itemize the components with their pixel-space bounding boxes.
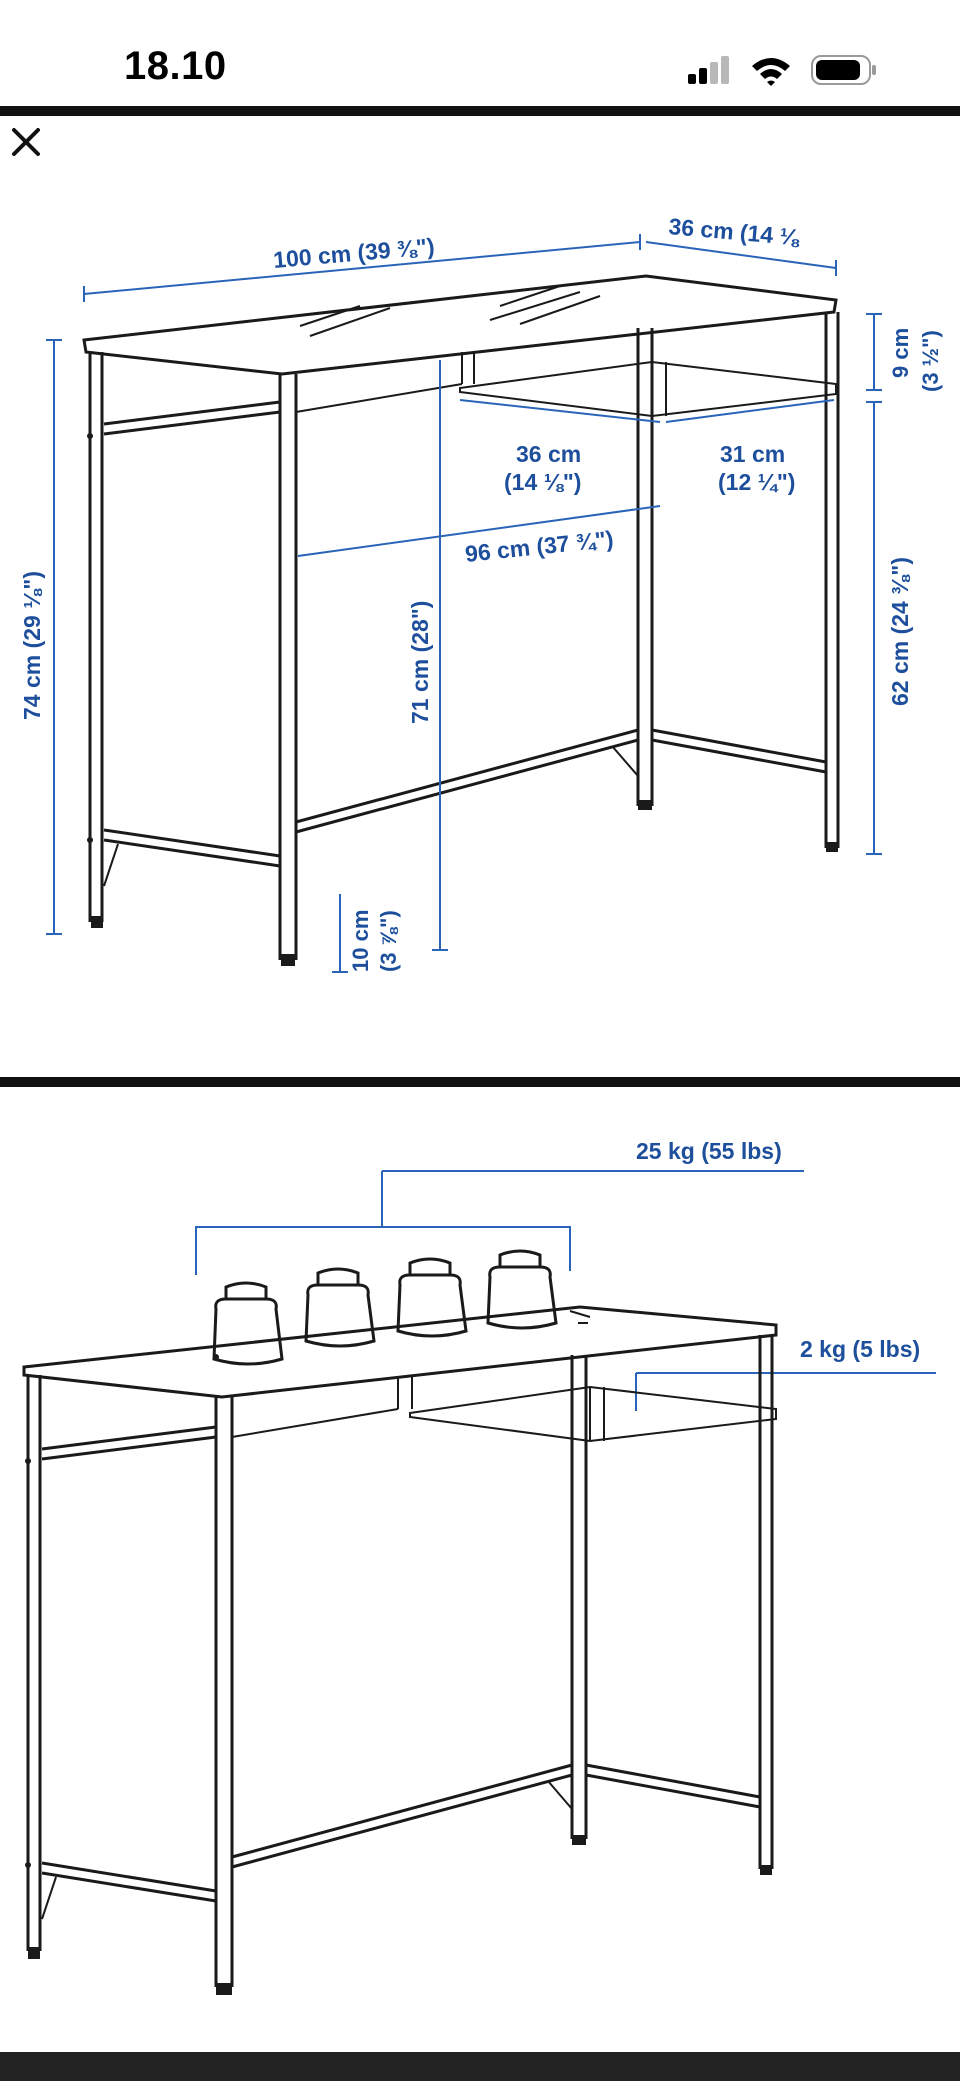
table-outline-load	[24, 1307, 776, 1995]
status-bar	[0, 0, 960, 104]
inner-width-label: 96 cm (37 ¾")	[463, 525, 615, 567]
load-capacity-image	[0, 1087, 960, 2052]
top-divider	[0, 106, 960, 116]
cellular-signal-icon	[688, 56, 729, 84]
bottom-strip	[0, 2052, 960, 2081]
dimensions-image	[0, 116, 960, 1077]
dimension-lines	[46, 234, 882, 972]
floor-clearance-in: (3 ⅞")	[376, 910, 401, 972]
shelf-depth-in: (14 ⅛")	[504, 469, 582, 495]
shelf-depth-cm: 36 cm	[516, 441, 582, 467]
shelf-width-cm: 31 cm	[720, 441, 786, 467]
total-height-label: 74 cm (29 ⅛")	[19, 571, 45, 720]
shelf-width-in: (12 ¼")	[718, 469, 796, 495]
floor-clearance-cm: 10 cm	[348, 909, 373, 972]
shelf-height-cm: 9 cm	[888, 327, 913, 378]
under-height-label: 71 cm (28")	[407, 600, 433, 724]
table-outline	[84, 276, 838, 966]
weight-icons	[214, 1251, 556, 1364]
status-icons	[686, 52, 886, 92]
shelf-clearance-label: 62 cm (24 ⅜")	[887, 557, 913, 706]
status-time: 18.10	[124, 44, 227, 88]
dimensions-drawing	[0, 116, 960, 1077]
close-icon[interactable]	[0, 116, 52, 168]
wifi-icon	[752, 58, 790, 86]
battery-icon	[812, 56, 876, 84]
width-label: 100 cm (39 ⅜")	[272, 232, 436, 273]
depth-label: 36 cm (14 ⅛	[667, 213, 800, 251]
shelf-height-in: (3 ½")	[918, 330, 943, 392]
middle-divider	[0, 1077, 960, 1087]
shelf-load-label: 2 kg (5 lbs)	[800, 1336, 921, 1362]
top-load-label: 25 kg (55 lbs)	[636, 1138, 782, 1164]
load-drawing	[0, 1087, 960, 2052]
